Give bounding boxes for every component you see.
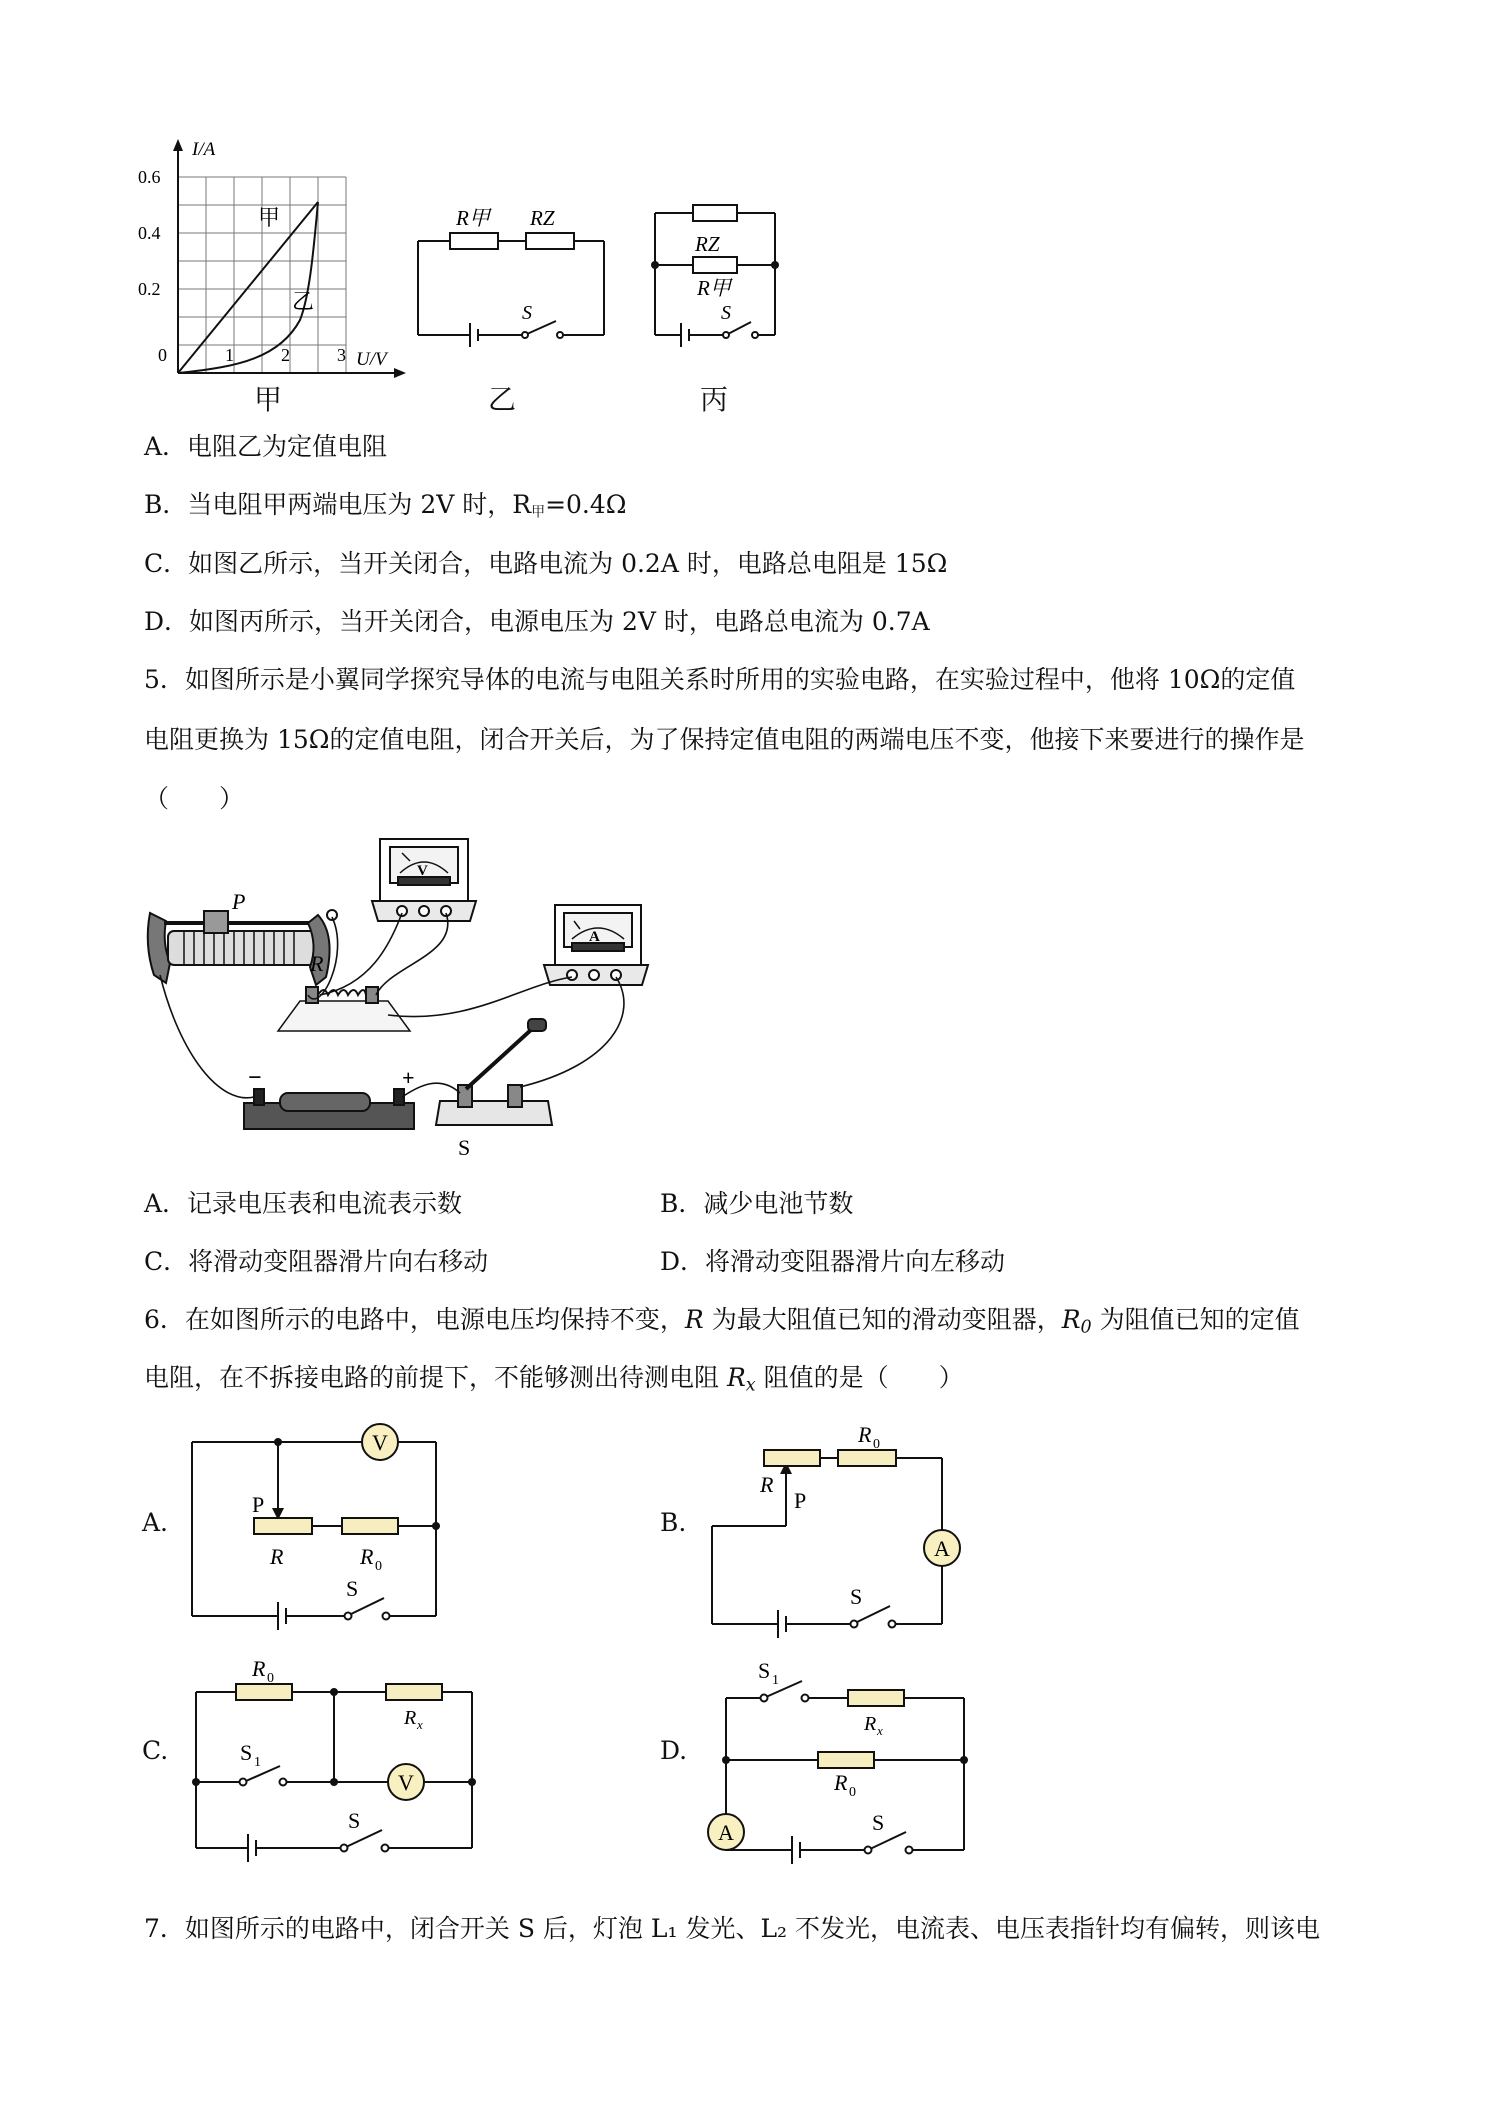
resistor-label: R甲	[697, 276, 731, 300]
curve-jia	[178, 202, 318, 373]
curve-label-yi: 乙	[292, 289, 315, 314]
ammeter-symbol: A	[718, 1820, 734, 1845]
switch-s1-subscript: 1	[254, 1755, 261, 1770]
voltmeter-symbol: V	[398, 1770, 414, 1795]
q4-option-c: C．如图乙所示，当开关闭合，电路电流为 0.2A 时，电路总电阻是 15Ω	[144, 549, 948, 578]
q4-option-d: D．如图丙所示，当开关闭合，电源电压为 2V 时，电路总电流为 0.7A	[144, 607, 930, 636]
q6-option-d-letter: D.	[660, 1736, 688, 1765]
r0-label: R	[834, 1770, 848, 1795]
ammeter-symbol: A	[934, 1536, 950, 1561]
q6-stem-line2	[144, 1361, 964, 1402]
parallel-circuit-bing	[645, 195, 785, 365]
q6-option-a-letter: A.	[142, 1508, 169, 1537]
rx-label: R	[404, 1707, 417, 1729]
figure-caption-jia: 甲	[254, 383, 283, 416]
knife-switch	[436, 1019, 552, 1125]
switch-s1-subscript: 1	[772, 1673, 779, 1688]
rheostat-label: R	[760, 1472, 774, 1497]
switch-label: S	[346, 1576, 359, 1601]
resistor-label: RZ	[695, 232, 720, 256]
switch-label: S	[522, 302, 532, 324]
q6-stem-line1	[144, 1303, 1300, 1344]
q5-stem-line3: （ ）	[144, 784, 245, 813]
q6-stem-text: 电阻，在不拆接电路的前提下，不能够测出待测电阻	[144, 1363, 727, 1392]
switch-label: S	[348, 1808, 361, 1833]
r0-subscript: 0	[267, 1671, 274, 1686]
y-tick: 0.6	[138, 167, 161, 187]
q4-option-b-value: =0.4Ω	[545, 490, 627, 519]
x-tick: 2	[281, 345, 290, 365]
slider-p-label: P	[232, 889, 246, 914]
r0-subscript: 0	[849, 1785, 856, 1800]
q5-option-c: C．将滑动变阻器滑片向右移动	[144, 1247, 489, 1276]
iu-graph	[138, 135, 430, 385]
switch-label: S	[721, 302, 731, 324]
voltmeter-letter: V	[417, 863, 428, 879]
q6-option-b-letter: B.	[660, 1508, 687, 1537]
q6-symbol-r0-sub: 0	[1080, 1317, 1092, 1338]
q6-symbol-r: R	[684, 1305, 704, 1334]
q6-stem-text: 6．在如图所示的电路中，电源电压均保持不变，	[144, 1305, 685, 1334]
q4-option-a: A．电阻乙为定值电阻	[144, 432, 388, 461]
switch-s-label: S	[458, 1135, 471, 1160]
x-tick: 3	[337, 345, 346, 365]
y-axis-label: I/A	[192, 139, 216, 160]
q6-symbol-rx-sub: x	[745, 1375, 756, 1396]
q6-symbol-rx: R	[726, 1363, 746, 1392]
rheostat	[148, 910, 337, 985]
slider-p-label: P	[794, 1488, 807, 1513]
switch-s1-label: S	[758, 1658, 771, 1683]
curve-label-jia: 甲	[258, 205, 281, 230]
q6-circuit-c	[186, 1650, 486, 1865]
switch-label: S	[850, 1584, 863, 1609]
rx-label: R	[864, 1713, 877, 1735]
q6-option-c-letter: C.	[142, 1736, 169, 1765]
q4-option-b	[144, 488, 627, 530]
q5-option-d: D．将滑动变阻器滑片向左移动	[660, 1247, 1006, 1276]
resistor-r-label: R	[310, 951, 324, 976]
r0-label: R	[858, 1422, 872, 1447]
resistor-label: RZ	[530, 206, 555, 230]
q7-stem-line1: 7．如图所示的电路中，闭合开关 S 后，灯泡 L₁ 发光、L₂ 不发光，电流表、电压表指针均有偏转，则该电	[144, 1914, 1321, 1943]
rx-subscript: x	[877, 1723, 883, 1738]
origin-label: 0	[158, 345, 167, 365]
q6-circuit-d	[700, 1650, 990, 1865]
r0-label: R	[360, 1544, 374, 1569]
q5-option-b: B．减少电池节数	[660, 1189, 854, 1218]
resistor-board	[278, 987, 410, 1031]
x-tick: 1	[225, 345, 234, 365]
r0-label: R	[252, 1656, 266, 1681]
series-circuit-yi	[410, 195, 610, 365]
battery-pack	[244, 1089, 414, 1129]
q5-stem-line1: 5．如图所示是小翼同学探究导体的电流与电阻关系时所用的实验电路，在实验过程中，他将 10Ω的定值	[144, 665, 1296, 694]
q4-option-b-text: B．当电阻甲两端电压为 2V 时，R	[144, 490, 532, 519]
r0-subscript: 0	[873, 1437, 880, 1452]
rheostat-label: R	[270, 1544, 284, 1569]
figure-caption-yi: 乙	[488, 383, 517, 416]
y-tick: 0.4	[138, 223, 161, 243]
y-tick: 0.2	[138, 279, 161, 299]
experiment-apparatus-figure	[140, 835, 660, 1165]
voltmeter	[372, 839, 476, 921]
rx-subscript: x	[417, 1717, 423, 1732]
q6-stem-text: 阻值的是（ ）	[755, 1363, 964, 1392]
switch-s1-label: S	[240, 1740, 253, 1765]
q6-circuit-b	[700, 1418, 970, 1643]
q6-circuit-a	[186, 1420, 456, 1635]
r0-subscript: 0	[375, 1559, 382, 1574]
q5-stem-line2: 电阻更换为 15Ω的定值电阻，闭合开关后，为了保持定值电阻的两端电压不变，他接下来要进行的操作是	[144, 725, 1305, 754]
ammeter-letter: A	[589, 929, 600, 945]
slider-p-label: P	[252, 1492, 265, 1517]
battery-plus: +	[402, 1065, 415, 1090]
figure-caption-bing: 丙	[700, 383, 729, 416]
voltmeter-symbol: V	[372, 1430, 388, 1455]
ammeter	[544, 905, 648, 985]
resistor-label: R甲	[456, 206, 490, 230]
q4-option-b-subscript: 甲	[531, 504, 546, 521]
q6-stem-text: 为阻值已知的定值	[1091, 1305, 1300, 1334]
q6-symbol-r0: R	[1061, 1305, 1081, 1334]
switch-label: S	[872, 1810, 885, 1835]
q6-stem-text: 为最大阻值已知的滑动变阻器，	[703, 1305, 1062, 1334]
x-axis-label: U/V	[356, 349, 387, 370]
q5-option-a: A．记录电压表和电流表示数	[144, 1189, 463, 1218]
battery-minus: −	[248, 1065, 262, 1091]
